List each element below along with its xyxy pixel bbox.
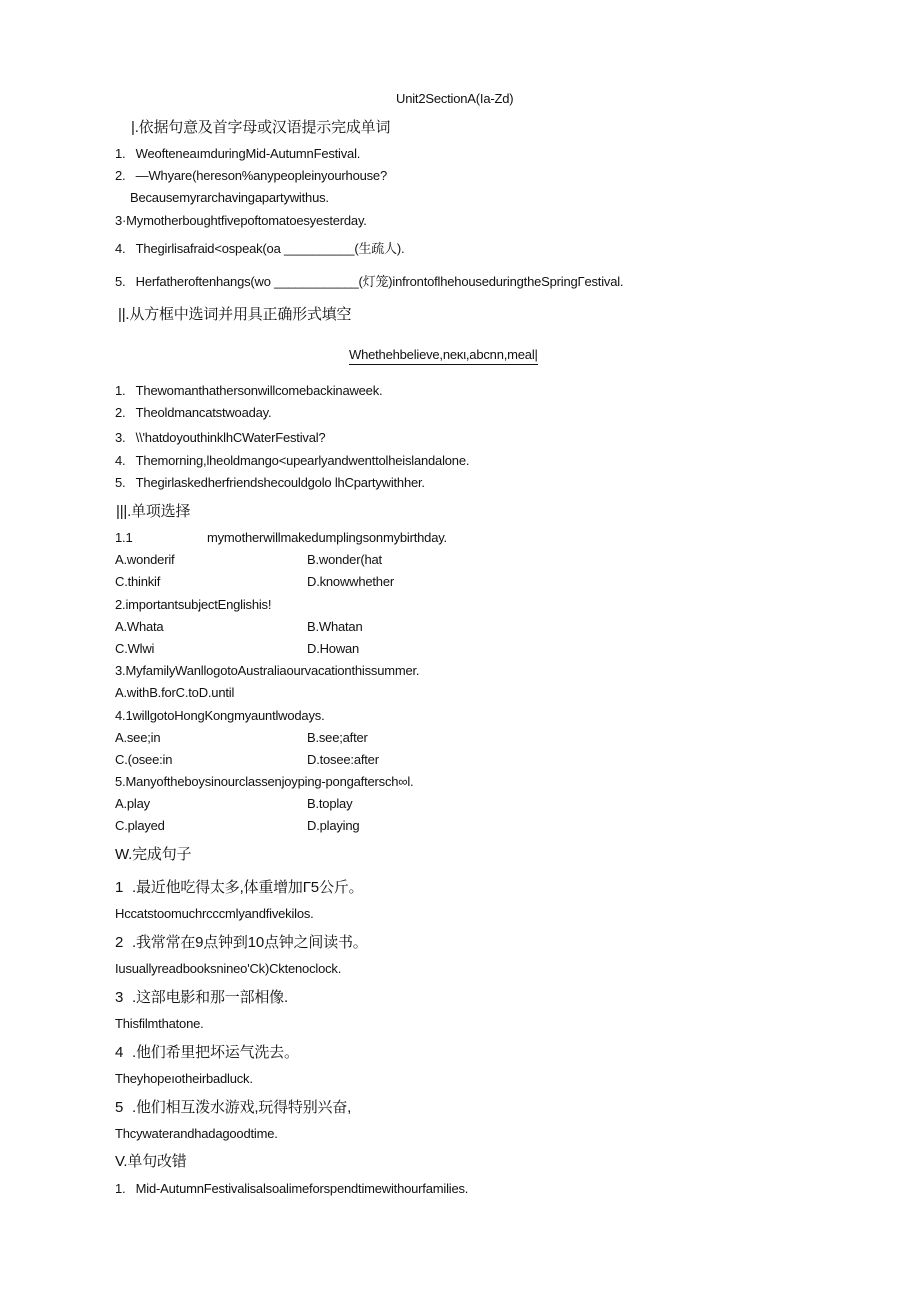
q2-option-d: D.Howan — [307, 641, 360, 656]
q5-option-d: D.playing — [307, 818, 360, 833]
part2-item: 1. Thewomanthathersonwillcomebackinaweek. — [115, 383, 383, 398]
part4-item-english: Thisfilmthatone. — [115, 1016, 204, 1031]
q5-option-a: A.play — [115, 796, 150, 811]
part4-item-chinese: .最近他吃得太多,体重增加Γ5公斤。 — [132, 879, 364, 896]
worksheet-title: Unit2SectionA(Ia-Zd) — [396, 91, 514, 106]
part1-item: 3·Mymotherboughtfivepoftomatoesyesterday. — [115, 213, 367, 228]
part4-item-english: Iusuallyreadbooksnineo'Ck)Cktenoclock. — [115, 961, 342, 976]
q4-option-d: D.tosee:after — [307, 752, 379, 767]
part4-item-chinese: .他们相互泼水游戏,玩得特别兴奋, — [132, 1099, 352, 1116]
part1-item: 2. —Whyare(hereson%anypeopleinyourhouse? — [115, 168, 387, 183]
q4-option-b: B.see;after — [307, 730, 368, 745]
part4-item-english: Hccatstoomuchrcccmlyandfivekilos. — [115, 906, 314, 921]
q1-option-d: D.knowwhether — [307, 574, 394, 589]
q5-stem: 5.Manyoftheboysinourclassenjoyping-pongaftersch∞l. — [115, 774, 414, 789]
part4-item-number: 2 — [115, 934, 124, 951]
q1-option-b: B.wonder(hat — [307, 552, 382, 567]
part4-item-chinese: .他们希里把坏运气洗去。 — [132, 1044, 299, 1061]
part3-heading: |||.单项选择 — [116, 503, 191, 520]
q2-option-a: A.Whata — [115, 619, 164, 634]
part4-item-number: 3 — [115, 989, 124, 1006]
part4-item-number: 1 — [115, 879, 124, 896]
part4-item-chinese: .我常常在9点钟到10点钟之间读书。 — [132, 934, 368, 951]
q4-option-c: C.(osee:in — [115, 752, 173, 767]
part2-item: 3. \\'hatdoyouthinklhCWaterFestival? — [115, 430, 326, 445]
part2-heading: ||.从方框中选词并用具正确形式填空 — [118, 306, 352, 323]
part4-item-number: 4 — [115, 1044, 124, 1061]
q2-option-c: C.Wlwi — [115, 641, 155, 656]
part2-item: 5. Thegirlaskedherfriendshecouldgolo lhCpartywithher. — [115, 475, 425, 490]
q3-options: A.withB.forC.toD.until — [115, 685, 235, 700]
part4-item-chinese: .这部电影和那一部相像. — [132, 989, 288, 1006]
part1-heading: |.依据句意及首字母或汉语提示完成单词 — [131, 119, 391, 136]
word-box: Whethehbelieve,neκι,abcnn,meal| — [349, 347, 538, 365]
part2-item: 4. Themorning,lheoldmango<upearlyandwenttolheislandalone. — [115, 453, 470, 468]
part5-heading: V.单句改错 — [115, 1153, 187, 1170]
part4-heading: W.完成句子 — [115, 846, 192, 863]
part4-item-english: Thcywaterandhadagoodtime. — [115, 1126, 278, 1141]
part4-item-number: 5 — [115, 1099, 124, 1116]
q1-number: 1.1 — [115, 530, 133, 545]
q5-option-c: C.played — [115, 818, 165, 833]
part2-item: 2. Theoldmancatstwoaday. — [115, 405, 272, 420]
q3-stem: 3.MyfamilyWanllogotoAustraliaourvacationthissummer. — [115, 663, 420, 678]
q1-option-a: A.wonderif — [115, 552, 175, 567]
part1-item: 4. Thegirlisafraid<ospeak(oa __________(生疏人). — [115, 241, 405, 256]
q2-option-b: B.Whatan — [307, 619, 363, 634]
part4-item-english: Theyhopeıotheirbadluck. — [115, 1071, 253, 1086]
q2-stem: 2.importantsubjectEnglishis! — [115, 597, 272, 612]
part1-item: 1. WeoftenеaımduringMid-AutumnFestival. — [115, 146, 361, 161]
q1-stem: mymotherwillmakedumplingsonmybirthday. — [207, 530, 447, 545]
q1-option-c: C.thinkif — [115, 574, 161, 589]
q4-stem: 4.1willgotoHongKongmyauntlwodays. — [115, 708, 325, 723]
q5-option-b: B.toplay — [307, 796, 353, 811]
q4-option-a: A.see;in — [115, 730, 161, 745]
part5-item: 1. Mid-AutumnFestivalisalsoalimeforspendtimewithourfamilies. — [115, 1181, 469, 1196]
part1-item: Becausemyrarchavingapartywithus. — [130, 190, 329, 205]
part1-item: 5. Herfatheroftenhangs(wo ____________(灯笼)infrontoflhehouseduringtheSpringΓestival. — [115, 274, 624, 289]
